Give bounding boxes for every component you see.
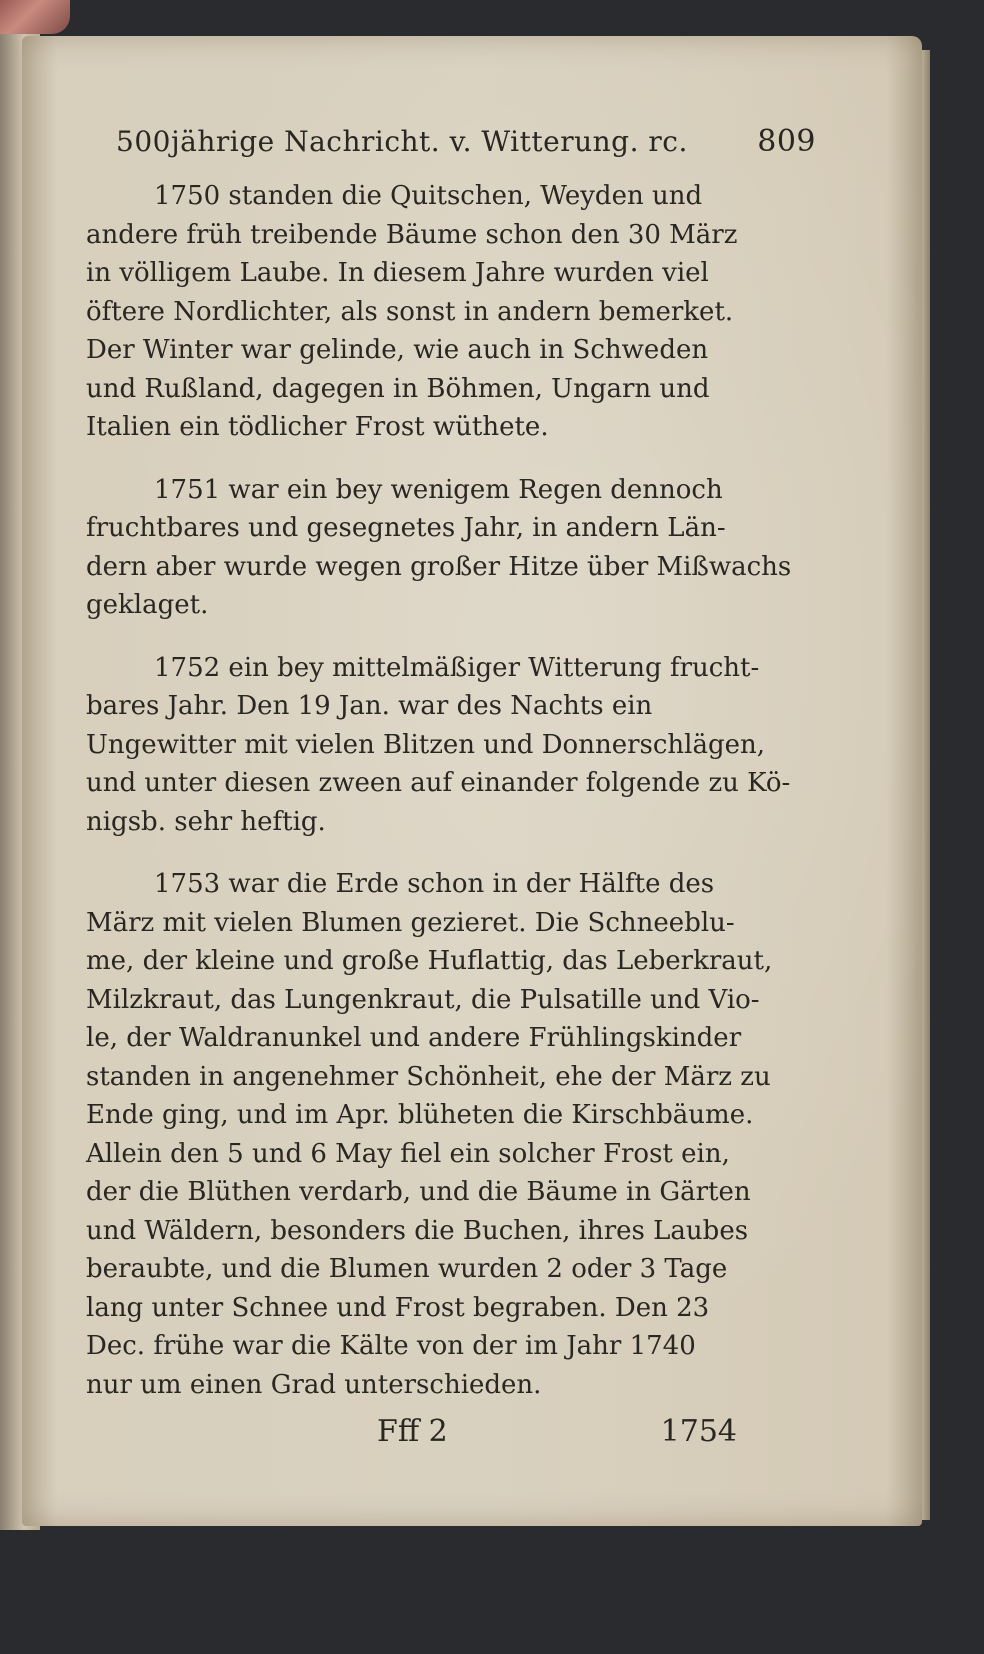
text-line: Ende ging, und im Apr. blüheten die Kirschbäume. bbox=[86, 1100, 754, 1130]
paragraph bbox=[86, 649, 791, 842]
catchword: 1754 bbox=[660, 1414, 737, 1449]
text-line: Dec. frühe war die Kälte von der im Jahr 1740 bbox=[86, 1331, 696, 1361]
text-line: 1751 war ein bey wenigem Regen dennoch bbox=[154, 474, 723, 505]
text-line: öftere Nordlichter, als sonst in andern bemerket. bbox=[86, 296, 734, 327]
text-line: beraubte, und die Blumen wurden 2 oder 3 Tage bbox=[86, 1254, 728, 1284]
red-ribbon-fold bbox=[0, 0, 70, 34]
text-line: der die Blüthen verdarb, und die Bäume in Gärten bbox=[86, 1177, 751, 1207]
text-line: Ungewitter mit vielen Blitzen und Donnerschlägen, bbox=[86, 729, 766, 760]
paragraph bbox=[86, 471, 791, 625]
running-header bbox=[116, 124, 816, 159]
text-line: dern aber wurde wegen großer Hitze über Mißwachs bbox=[86, 551, 792, 582]
text-line: nigsb. sehr heftig. bbox=[86, 806, 326, 837]
text-line: le, der Waldranunkel und andere Frühlingskinder bbox=[86, 1023, 742, 1053]
text-line: Italien ein tödlicher Frost wüthete. bbox=[86, 412, 549, 442]
text-line: me, der kleine und große Huflattig, das Leberkraut, bbox=[86, 946, 773, 976]
paragraph bbox=[86, 865, 791, 1404]
text-line: 1752 ein bey mittelmäßiger Witterung frucht- bbox=[154, 652, 760, 683]
text-line: bares Jahr. Den 19 Jan. war des Nachts ein bbox=[86, 691, 653, 721]
paragraph bbox=[86, 177, 791, 447]
text-line: 1750 standen die Quitschen, Weyden und bbox=[154, 181, 703, 211]
text-line: Der Winter war gelinde, wie auch in Schweden bbox=[86, 335, 709, 365]
text-line: geklaget. bbox=[86, 590, 209, 620]
text-line: andere früh treibende Bäume schon den 30 März bbox=[86, 219, 738, 250]
signature-mark: Fff 2 bbox=[377, 1414, 448, 1449]
text-line: und Wäldern, besonders die Buchen, ihres Laubes bbox=[86, 1215, 749, 1246]
page-content bbox=[86, 124, 816, 1428]
text-line: lang unter Schnee und Frost begraben. Den 23 bbox=[86, 1292, 710, 1323]
text-line: und unter diesen zween auf einander folgende zu Kö- bbox=[86, 768, 791, 798]
text-line: fruchtbares und gesegnetes Jahr, in andern Län- bbox=[86, 513, 726, 543]
body-text bbox=[86, 177, 792, 1404]
text-line: Milzkraut, das Lungenkraut, die Pulsatille und Vio- bbox=[86, 984, 760, 1015]
text-line: in völligem Laube. In diesem Jahre wurden viel bbox=[86, 258, 709, 288]
text-line: nur um einen Grad unterschieden. bbox=[86, 1369, 542, 1400]
text-line: und Rußland, dagegen in Böhmen, Ungarn und bbox=[86, 373, 710, 404]
book-page bbox=[22, 36, 922, 1526]
page-footer bbox=[377, 1414, 737, 1449]
running-title: 500jährige Nachricht. v. Witterung. rc. bbox=[116, 125, 688, 158]
text-line: Allein den 5 und 6 May fiel ein solcher Frost ein, bbox=[86, 1138, 730, 1169]
text-line: standen in angenehmer Schönheit, ehe der März zu bbox=[86, 1061, 771, 1092]
text-line: März mit vielen Blumen gezieret. Die Schneeblu- bbox=[86, 907, 735, 938]
text-line: 1753 war die Erde schon in der Hälfte des bbox=[154, 869, 715, 899]
page-number: 809 bbox=[757, 124, 816, 159]
